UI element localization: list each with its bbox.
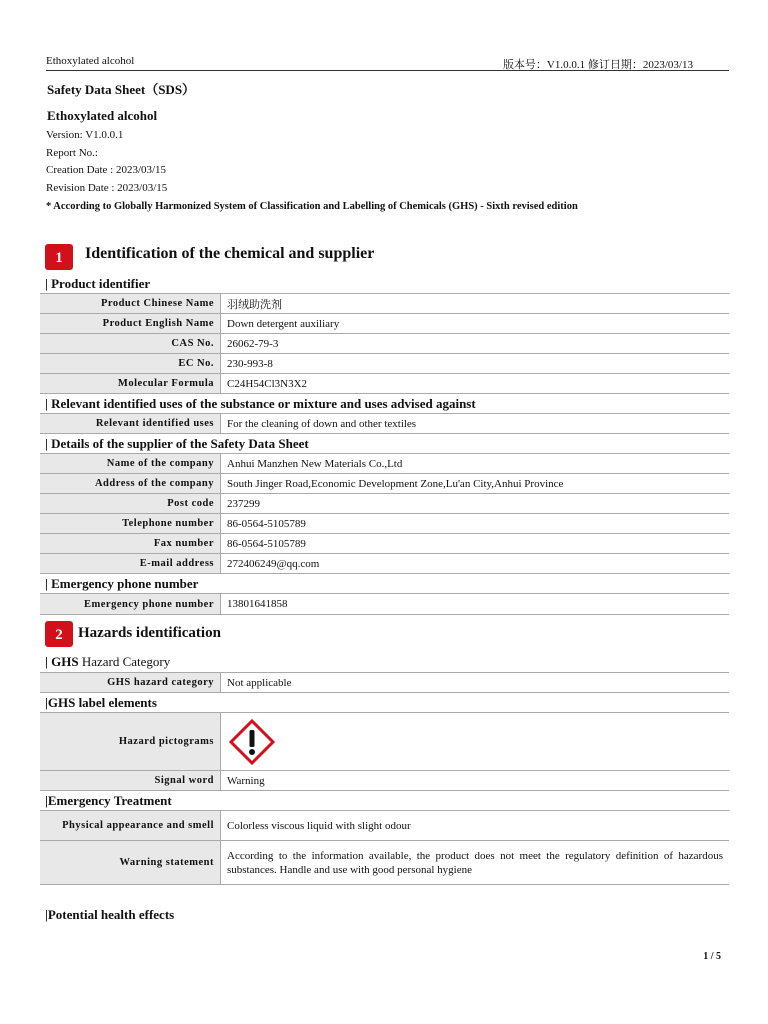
pictogram-row	[40, 713, 729, 771]
exclamation-mark-pictogram-icon	[229, 719, 275, 765]
table-row	[40, 673, 729, 693]
table-row	[40, 354, 729, 374]
row-key: Address of the company	[40, 474, 221, 494]
row-value: 13801641858	[221, 594, 730, 615]
row-key: Molecular Formula	[40, 374, 221, 394]
table-row	[40, 594, 729, 615]
table-row	[40, 294, 729, 314]
emergency-phone-heading: | Emergency phone number	[45, 576, 199, 591]
meta-revision-date: Revision Date : 2023/03/15	[46, 182, 168, 194]
document-title: Safety Data Sheet（SDS）	[47, 82, 196, 97]
row-value: 26062-79-3	[221, 334, 730, 354]
potential-health-effects-heading: |Potential health effects	[45, 907, 175, 922]
row-value: South Jinger Road,Economic Development Zone,Lu'an City,Anhui Province	[221, 474, 730, 494]
row-key: Relevant identified uses	[40, 414, 221, 434]
header-doc-name: Ethoxylated alcohol	[46, 55, 135, 67]
product-name: Ethoxylated alcohol	[47, 108, 158, 123]
row-value: Not applicable	[221, 673, 730, 693]
row-key: GHS hazard category	[40, 673, 221, 693]
ghs-category-table	[40, 672, 729, 693]
ghs-note: * According to Globally Harmonized System of Classification and Labelling of Chemicals (GHS) - Sixth revised edition	[46, 201, 578, 212]
row-key: Product Chinese Name	[40, 294, 221, 314]
treatment-table	[40, 810, 729, 885]
row-key: Warning statement	[40, 841, 221, 885]
table-row	[40, 771, 729, 791]
meta-report-no: Report No.:	[46, 147, 98, 159]
row-value: For the cleaning of down and other textiles	[221, 414, 730, 434]
table-row	[40, 334, 729, 354]
table-row	[40, 811, 729, 841]
row-value: 86-0564-5105789	[221, 534, 730, 554]
row-key: Signal word	[40, 771, 221, 791]
ghs-hazard-category-heading	[45, 654, 170, 670]
row-key: Name of the company	[40, 454, 221, 474]
table-row	[40, 474, 729, 494]
table-row	[40, 374, 729, 394]
row-key: Post code	[40, 494, 221, 514]
row-key: Physical appearance and smell	[40, 811, 221, 841]
supplier-heading: | Details of the supplier of the Safety Data Sheet	[45, 436, 309, 451]
table-row	[40, 494, 729, 514]
table-row	[40, 554, 729, 574]
table-row	[40, 514, 729, 534]
pictogram-label: Hazard pictograms	[40, 713, 221, 771]
label-elements-table	[40, 712, 729, 771]
emergency-phone-table	[40, 593, 729, 615]
row-value: 272406249@qq.com	[221, 554, 730, 574]
page-header	[46, 54, 729, 71]
section-1-badge: 1	[45, 244, 73, 270]
row-key: CAS No.	[40, 334, 221, 354]
table-row	[40, 534, 729, 554]
ghs-heading-rest: Hazard Category	[78, 654, 171, 669]
signal-word-table	[40, 770, 729, 791]
section-2-title: Hazards identification	[78, 625, 221, 641]
product-identifier-heading: | Product identifier	[45, 276, 151, 291]
row-value: 86-0564-5105789	[221, 514, 730, 534]
table-row	[40, 414, 729, 434]
row-value: According to the information available, the product does not meet the regulatory definition of hazardous substances. Handle and use with good personal hygiene	[221, 841, 730, 885]
label-elements-heading: |GHS label elements	[45, 695, 157, 710]
meta-version: Version: V1.0.0.1	[46, 129, 124, 141]
ghs-heading-bold: | GHS	[45, 654, 79, 669]
section-2-badge: 2	[45, 621, 73, 647]
row-key: Fax number	[40, 534, 221, 554]
meta-creation-date: Creation Date : 2023/03/15	[46, 164, 167, 176]
row-value: Warning	[221, 771, 730, 791]
supplier-table	[40, 453, 729, 574]
header-version-info: 版本号：V1.0.0.1 修订日期：2023/03/13	[502, 59, 693, 71]
row-value: Anhui Manzhen New Materials Co.,Ltd	[221, 454, 730, 474]
row-value: 羽绒助洗剂	[221, 294, 730, 314]
table-row	[40, 454, 729, 474]
row-key: E-mail address	[40, 554, 221, 574]
row-value: Colorless viscous liquid with slight odour	[221, 811, 730, 841]
table-row	[40, 841, 729, 885]
pictogram-cell	[221, 713, 730, 771]
row-key: Telephone number	[40, 514, 221, 534]
row-value: Down detergent auxiliary	[221, 314, 730, 334]
row-key: Product English Name	[40, 314, 221, 334]
table-row	[40, 314, 729, 334]
row-value: 237299	[221, 494, 730, 514]
emergency-treatment-heading: |Emergency Treatment	[45, 793, 172, 808]
row-key: EC No.	[40, 354, 221, 374]
row-value: 230-993-8	[221, 354, 730, 374]
row-key: Emergency phone number	[40, 594, 221, 615]
row-value: C24H54Cl3N3X2	[221, 374, 730, 394]
section-1-title: Identification of the chemical and supplier	[85, 245, 375, 262]
uses-table	[40, 413, 729, 434]
product-identifier-table	[40, 293, 729, 394]
uses-heading: | Relevant identified uses of the substance or mixture and uses advised against	[45, 396, 476, 411]
page-number: 1 / 5	[703, 951, 721, 962]
